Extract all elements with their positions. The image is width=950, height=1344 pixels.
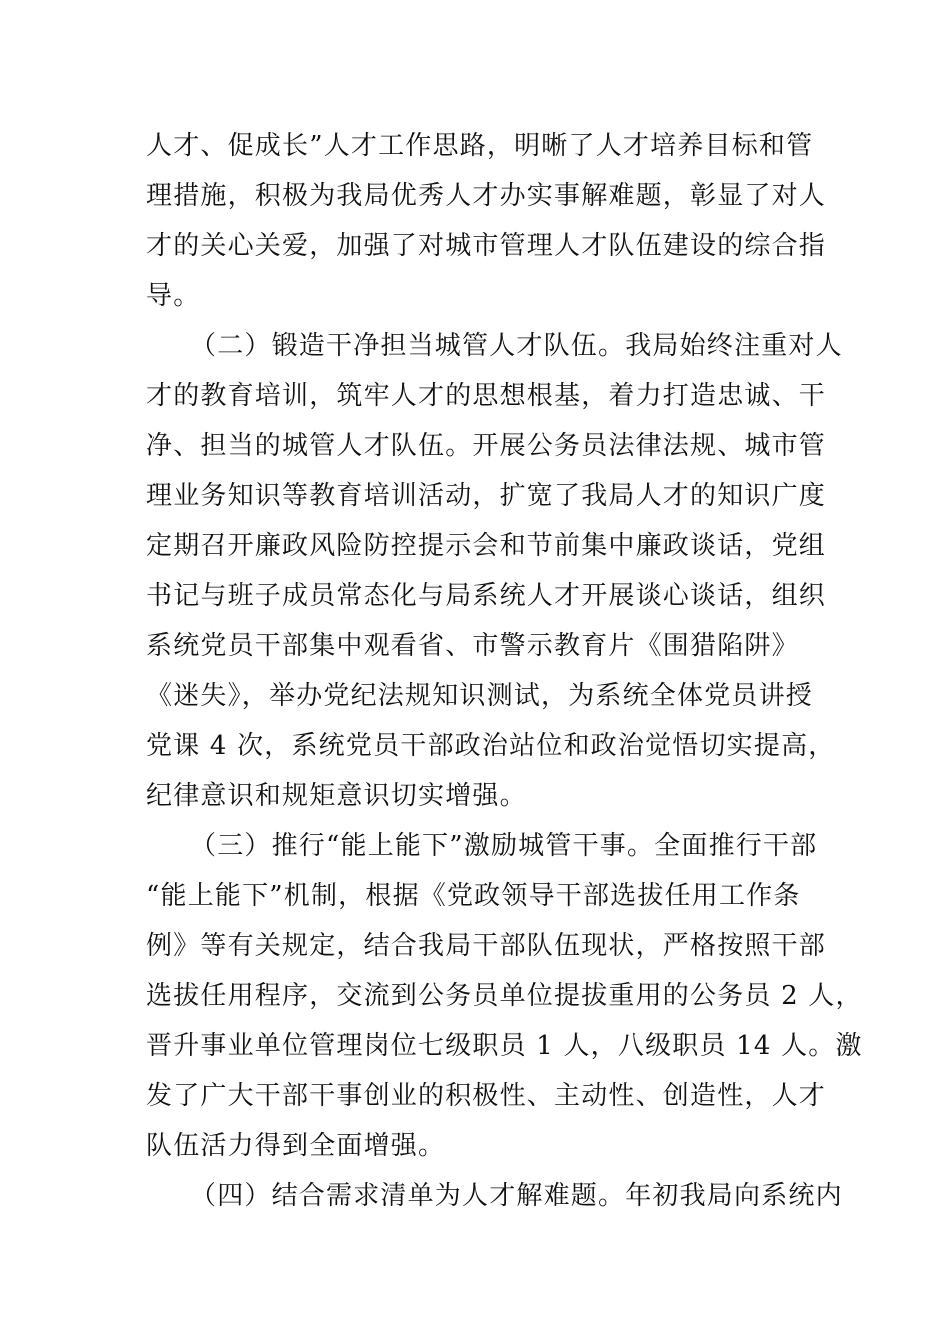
- text-line: 例》等有关规定，结合我局干部队伍现状，严格按照干部: [146, 931, 827, 961]
- text-line: 晋升事业单位管理岗位七级职员 1 人，八级职员 14 人。激: [146, 1031, 863, 1061]
- text-line: 净、担当的城管人才队伍。开展公务员法律法规、城市管: [146, 431, 827, 461]
- text-line: 导。: [146, 281, 201, 311]
- text-line: 才的关心关爱，加强了对城市管理人才队伍建设的综合指: [146, 231, 827, 261]
- section-heading-line: （四）结合需求清单为人才解难题。年初我局向系统内: [190, 1181, 843, 1211]
- text-line: 系统党员干部集中观看省、市警示教育片《围猎陷阱》: [146, 631, 799, 661]
- text-line: 人才、促成长”人才工作思路，明晰了人才培养目标和管: [146, 131, 814, 161]
- section-heading-line: （三）推行“能上能下”激励城管干事。全面推行干部: [190, 831, 818, 861]
- text-line: 队伍活力得到全面增强。: [146, 1131, 446, 1161]
- section-heading-line: （二）锻造干净担当城管人才队伍。我局始终注重对人: [190, 331, 843, 361]
- text-line: 纪律意识和规矩意识切实增强。: [146, 781, 527, 811]
- text-line: 才的教育培训，筑牢人才的思想根基，着力打造忠诚、干: [146, 381, 827, 411]
- text-line: 书记与班子成员常态化与局系统人才开展谈心谈话，组织: [146, 581, 827, 611]
- text-line: 理措施，积极为我局优秀人才办实事解难题，彰显了对人: [146, 181, 827, 211]
- text-line: 发了广大干部干事创业的积极性、主动性、创造性，人才: [146, 1081, 827, 1111]
- text-line: 选拔任用程序，交流到公务员单位提拔重用的公务员 2 人，: [146, 981, 863, 1011]
- text-line: 党课 4 次，系统党员干部政治站位和政治觉悟切实提高，: [146, 731, 836, 761]
- text-line: “能上能下”机制，根据《党政领导干部选拔任用工作条: [146, 881, 801, 911]
- text-line: 理业务知识等教育培训活动，扩宽了我局人才的知识广度: [146, 481, 827, 511]
- text-line: 《迷失》，举办党纪法规知识测试，为系统全体党员讲授: [146, 681, 814, 711]
- text-line: 定期召开廉政风险防控提示会和节前集中廉政谈话，党组: [146, 531, 827, 561]
